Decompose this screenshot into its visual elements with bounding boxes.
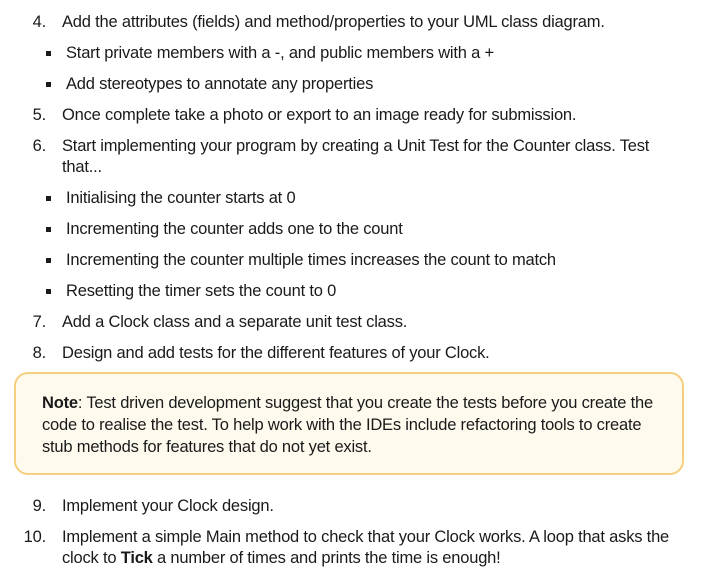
list-number: 4. — [32, 13, 46, 31]
bullet-icon — [46, 227, 51, 232]
tick-keyword: Tick — [120, 549, 153, 567]
list-text: Design and add tests for the different features of your Clock. — [62, 344, 490, 362]
sub-bullet-text: Incrementing the counter multiple times increases the count to match — [66, 251, 556, 269]
list-number: 8. — [32, 344, 46, 362]
list-number: 6. — [32, 137, 46, 155]
list-text: Once complete take a photo or export to an image ready for submission. — [62, 106, 577, 124]
list-text — [62, 548, 501, 568]
bullet-icon — [46, 196, 51, 201]
list-text-pre: clock to — [62, 549, 121, 567]
note-line-3: stub methods for features that do not yet exist. — [42, 438, 372, 456]
bullet-icon — [46, 82, 51, 87]
list-number: 7. — [32, 313, 46, 331]
list-number: 9. — [32, 497, 46, 515]
list-text: Implement your Clock design. — [62, 497, 274, 515]
sub-bullet-text: Initialising the counter starts at 0 — [66, 189, 296, 207]
list-text: Add the attributes (fields) and method/properties to your UML class diagram. — [62, 13, 605, 31]
note-line-2: code to realise the test. To help work with the IDEs include refactoring tools to create — [42, 416, 642, 434]
note-text: : Test driven development suggest that you create the tests before you create the — [77, 394, 653, 412]
list-text: Start implementing your program by creating a Unit Test for the Counter class. Test — [62, 137, 650, 155]
bullet-icon — [46, 51, 51, 56]
sub-bullet-text: Start private members with a -, and public members with a + — [66, 44, 494, 62]
list-text: that... — [62, 158, 102, 176]
list-number: 5. — [32, 106, 46, 124]
bullet-icon — [46, 258, 51, 263]
list-text: Add a Clock class and a separate unit test class. — [62, 313, 408, 331]
list-text: Implement a simple Main method to check that your Clock works. A loop that asks the — [62, 528, 670, 546]
note-line-1 — [42, 393, 653, 413]
sub-bullet-text: Resetting the timer sets the count to 0 — [66, 282, 337, 300]
bullet-icon — [46, 289, 51, 294]
list-number: 10. — [23, 528, 46, 546]
sub-bullet-text: Add stereotypes to annotate any properties — [66, 75, 374, 93]
list-text-post: a number of times and prints the time is enough! — [152, 549, 501, 567]
sub-bullet-text: Incrementing the counter adds one to the count — [66, 220, 403, 238]
note-label: Note — [42, 394, 78, 412]
